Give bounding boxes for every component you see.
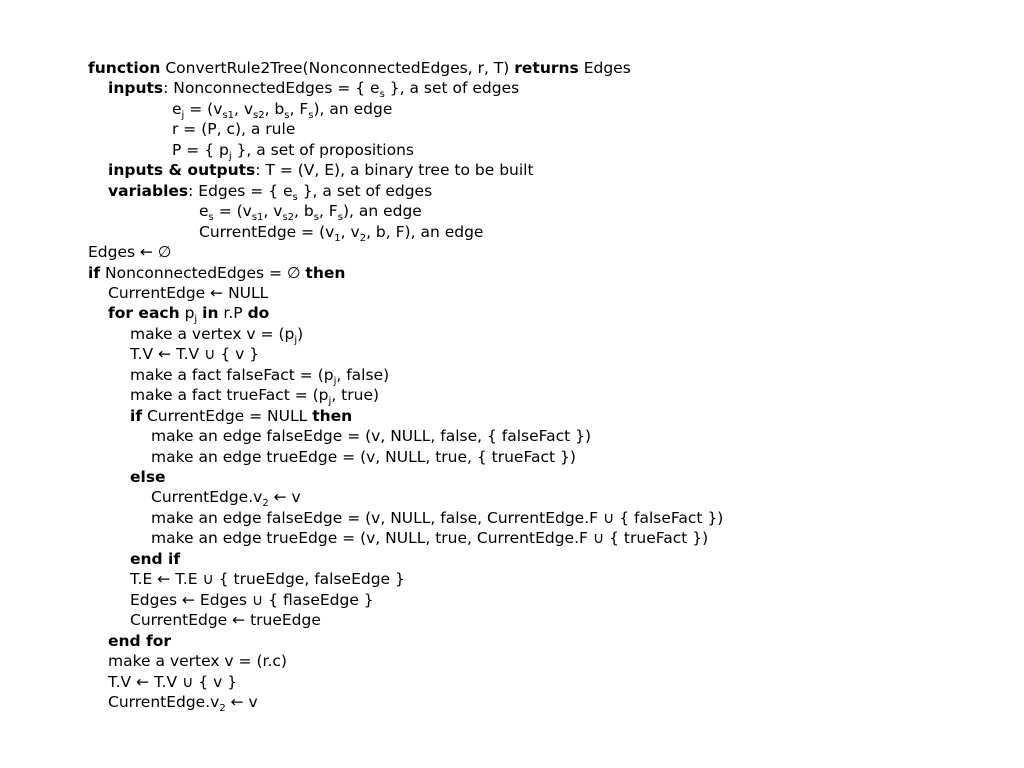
code-text: CurrentEdge ← NULL <box>108 284 269 302</box>
code-text: , v <box>340 223 360 241</box>
subscript: 2 <box>219 703 226 714</box>
subscript: 2 <box>262 498 269 509</box>
code-text: P = { p <box>172 141 229 159</box>
code-line <box>88 263 345 283</box>
code-text: make an edge falseEdge = (v, NULL, false, { falseFact }) <box>151 427 592 445</box>
keyword: end for <box>108 632 172 650</box>
keyword: end if <box>130 550 181 568</box>
keyword: if <box>130 407 143 425</box>
code-text: ), an edge <box>313 100 393 118</box>
code-text: ) <box>297 325 304 343</box>
code-text: = (v <box>213 202 252 220</box>
code-line <box>130 549 180 569</box>
code-line <box>108 692 258 712</box>
subscript: 2 <box>359 233 367 244</box>
keyword: if <box>88 264 101 282</box>
code-line <box>108 283 268 303</box>
code-text: Edges ← Edges ∪ { flaseEdge } <box>130 591 374 609</box>
code-line <box>199 222 483 242</box>
keyword: in <box>202 304 219 322</box>
keyword: variables <box>108 182 189 200</box>
code-text: make an edge trueEdge = (v, NULL, true, CurrentEdge.F ∪ { trueFact }) <box>151 529 709 547</box>
code-line <box>130 610 321 630</box>
code-text: , v <box>233 100 253 118</box>
code-line <box>151 426 591 446</box>
code-line <box>151 528 708 548</box>
subscript: j <box>194 314 198 325</box>
subscript: s1 <box>222 110 234 121</box>
code-line <box>199 201 422 221</box>
code-text: make an edge falseEdge = (v, NULL, false, CurrentEdge.F ∪ { falseFact }) <box>151 509 724 527</box>
code-text: T.V ← T.V ∪ { v } <box>108 673 238 691</box>
code-line <box>172 119 295 139</box>
code-line <box>130 467 166 487</box>
code-text: make a vertex v = (p <box>130 325 295 343</box>
code-text: CurrentEdge = (v <box>199 223 335 241</box>
code-text: : Edges = { e <box>188 182 293 200</box>
code-line <box>108 651 287 671</box>
code-text: CurrentEdge = NULL <box>142 407 313 425</box>
subscript: j <box>333 376 337 387</box>
code-text: Edges <box>578 59 631 77</box>
code-text: }, a set of propositions <box>231 141 414 159</box>
keyword: then <box>312 407 353 425</box>
code-line <box>151 487 301 507</box>
code-line <box>130 365 389 385</box>
code-text: r.P <box>218 304 248 322</box>
subscript: j <box>328 396 332 407</box>
code-line <box>88 58 631 78</box>
code-text: Edges ← ∅ <box>88 243 172 261</box>
code-text: T.V ← T.V ∪ { v } <box>130 345 260 363</box>
code-line <box>130 344 259 364</box>
code-line <box>130 590 374 610</box>
code-text: T.E ← T.E ∪ { trueEdge, falseEdge } <box>130 570 405 588</box>
keyword: function <box>88 59 161 77</box>
code-text: make an edge trueEdge = (v, NULL, true, { trueFact }) <box>151 448 576 466</box>
subscript: s <box>208 212 214 223</box>
code-text: CurrentEdge.v <box>151 488 263 506</box>
code-text: }, a set of edges <box>297 182 433 200</box>
code-text: r = (P, c), a rule <box>172 120 296 138</box>
code-text: make a fact falseFact = (p <box>130 366 334 384</box>
keyword: for each <box>108 304 180 322</box>
code-text: make a vertex v = (r.c) <box>108 652 287 670</box>
code-text: , b <box>264 100 285 118</box>
subscript: 1 <box>334 233 341 244</box>
keyword: do <box>247 304 270 322</box>
code-text: ), an edge <box>342 202 422 220</box>
subscript: s <box>313 212 319 223</box>
code-text: = (v <box>184 100 223 118</box>
subscript: s <box>292 192 298 203</box>
code-line <box>108 160 534 180</box>
code-line <box>172 140 414 160</box>
code-line <box>130 406 352 426</box>
code-text: , true) <box>331 386 380 404</box>
code-text: ← v <box>268 488 301 506</box>
code-line <box>130 385 379 405</box>
code-text: , v <box>263 202 283 220</box>
code-text: : T = (V, E), a binary tree to be built <box>255 161 534 179</box>
code-line <box>88 242 171 262</box>
code-line <box>108 631 171 651</box>
subscript: s <box>308 110 314 121</box>
code-text: CurrentEdge ← trueEdge <box>130 611 321 629</box>
code-text: make a fact trueFact = (p <box>130 386 329 404</box>
code-text: ConvertRule2Tree(NonconnectedEdges, r, T) <box>160 59 515 77</box>
code-line <box>151 508 723 528</box>
keyword: returns <box>514 59 579 77</box>
code-text: , F <box>318 202 338 220</box>
code-line <box>130 569 405 589</box>
code-text: CurrentEdge.v <box>108 693 220 711</box>
subscript: s2 <box>282 212 295 223</box>
code-text: , b, F), an edge <box>366 223 484 241</box>
code-line <box>151 447 576 467</box>
code-text: e <box>199 202 209 220</box>
subscript: j <box>228 151 232 162</box>
code-line <box>108 672 237 692</box>
code-text: , b <box>294 202 314 220</box>
code-line <box>130 324 303 344</box>
keyword: inputs <box>108 79 164 97</box>
subscript: j <box>181 110 185 121</box>
code-line <box>172 99 392 119</box>
keyword: else <box>130 468 166 486</box>
subscript: s <box>379 89 385 100</box>
subscript: j <box>294 335 298 346</box>
keyword: then <box>305 264 346 282</box>
code-text: : NonconnectedEdges = { e <box>163 79 380 97</box>
code-text: p <box>179 304 195 322</box>
subscript: s2 <box>253 110 265 121</box>
keyword: inputs & outputs <box>108 161 256 179</box>
code-text: e <box>172 100 182 118</box>
subscript: s <box>337 212 343 223</box>
code-text: , F <box>289 100 309 118</box>
code-line <box>108 303 269 323</box>
subscript: s <box>284 110 290 121</box>
code-line <box>108 181 432 201</box>
code-line <box>108 78 519 98</box>
code-text: NonconnectedEdges = ∅ <box>100 264 306 282</box>
code-text: ← v <box>225 693 258 711</box>
code-text: , false) <box>336 366 390 384</box>
code-text: }, a set of edges <box>384 79 520 97</box>
subscript: s1 <box>251 212 264 223</box>
